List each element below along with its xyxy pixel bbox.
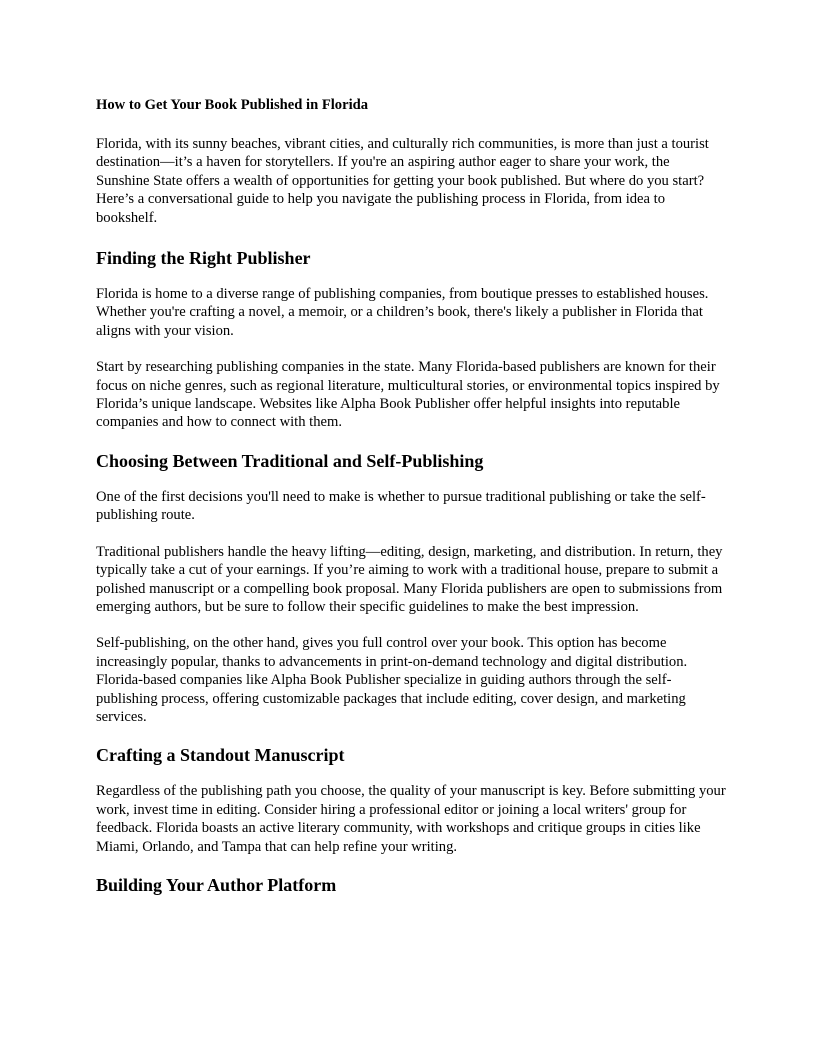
document-page (96, 96, 726, 912)
intro-paragraph: Florida, with its sunny beaches, vibrant cities, and culturally rich communities, is more than just a tourist destination—it’s a haven for storytellers. If you're an aspiring author eager to share your work, the Sunshine State offers a wealth of opportunities for getting your book published. But where do you start? Here’s a conversational guide to help you navigate the publishing process in Florida, from idea to bookshelf. (96, 136, 709, 226)
section-paragraph: Florida is home to a diverse range of publishing companies, from boutique presses to established houses. Whether you're crafting a novel, a memoir, or a children’s book, there's likely a publisher in Florida that aligns with your vision. (96, 286, 709, 339)
document-title: How to Get Your Book Published in Florida (96, 97, 369, 113)
section-heading-traditional-vs-self: Choosing Between Traditional and Self-Publishing (96, 450, 484, 471)
section-paragraph: Self-publishing, on the other hand, gives you full control over your book. This option has become increasingly popular, thanks to advancements in print-on-demand technology and digital distribution. Florida-based companies like Alpha Book Publisher specialize in guiding authors through the self-publishing process, offering customizable packages that include editing, cover design, and marketing services. (96, 635, 688, 725)
section-heading-standout-manuscript: Crafting a Standout Manuscript (96, 745, 345, 766)
section-heading-author-platform: Building Your Author Platform (96, 874, 337, 895)
section-paragraph: Regardless of the publishing path you choose, the quality of your manuscript is key. Before submitting your work, invest time in editing. Consider hiring a professional editor or joining a local writers' group for feedback. Florida boasts an active literary community, with workshops and critique groups in cities like Miami, Orlando, and Tampa that can help refine your writing. (96, 783, 726, 855)
section-paragraph: Start by researching publishing companies in the state. Many Florida-based publishers are known for their focus on niche genres, such as regional literature, multicultural stories, or environmental topics inspired by Florida’s unique landscape. Websites like Alpha Book Publisher offer helpful insights into reputable companies and how to connect with them. (96, 359, 720, 431)
section-paragraph: Traditional publishers handle the heavy lifting—editing, design, marketing, and distribution. In return, they typically take a cut of your earnings. If you’re aiming to work with a traditional house, prepare to submit a polished manuscript or a compelling book proposal. Many Florida publishers are open to submissions from emerging authors, but be sure to follow their specific guidelines to make the best impression. (96, 543, 723, 615)
section-heading-finding-publisher: Finding the Right Publisher (96, 248, 311, 269)
section-paragraph: One of the first decisions you'll need to make is whether to pursue traditional publishing or take the self-publishing route. (96, 488, 706, 524)
